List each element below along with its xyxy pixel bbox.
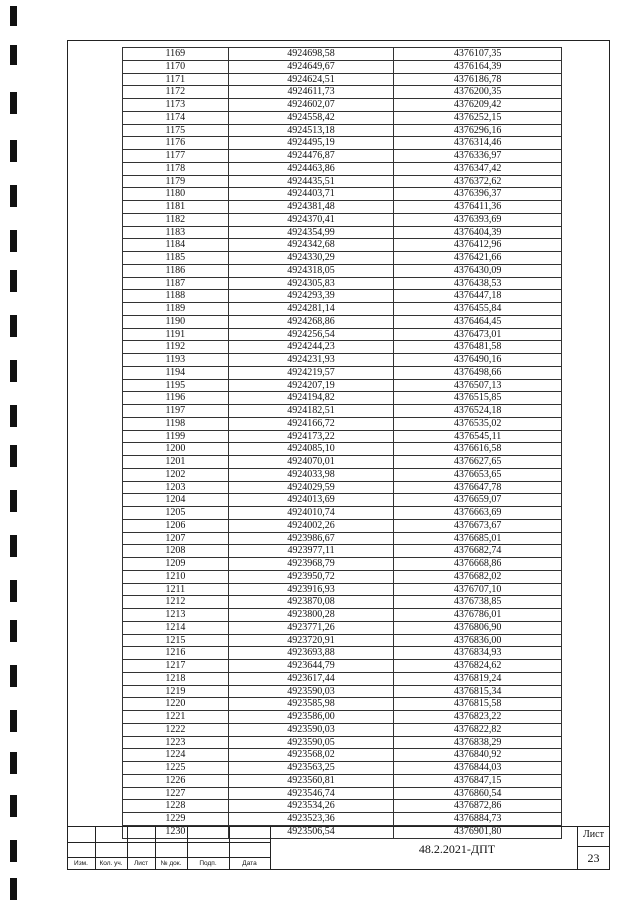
table-row <box>123 264 562 277</box>
y-coordinate-cell: 4376884,73 <box>394 813 562 826</box>
y-coordinate-cell: 4376653,65 <box>394 468 562 481</box>
point-number-cell: 1182 <box>123 213 229 226</box>
y-coordinate-cell: 4376823,22 <box>394 711 562 724</box>
y-coordinate-cell: 4376209,42 <box>394 99 562 112</box>
x-coordinate-cell: 4924293,39 <box>228 290 394 303</box>
y-coordinate-cell: 4376412,96 <box>394 239 562 252</box>
table-row <box>123 609 562 622</box>
y-coordinate-cell: 4376659,07 <box>394 494 562 507</box>
x-coordinate-cell: 4924558,42 <box>228 111 394 124</box>
table-row <box>123 456 562 469</box>
y-coordinate-cell: 4376673,67 <box>394 519 562 532</box>
point-number-cell: 1225 <box>123 762 229 775</box>
point-number-cell: 1229 <box>123 813 229 826</box>
y-coordinate-cell: 4376107,35 <box>394 48 562 61</box>
table-row <box>123 366 562 379</box>
x-coordinate-cell: 4923800,28 <box>228 609 394 622</box>
table-row <box>123 558 562 571</box>
y-coordinate-cell: 4376872,86 <box>394 800 562 813</box>
label-izm: Изм. <box>74 860 88 867</box>
x-coordinate-cell: 4924495,19 <box>228 137 394 150</box>
x-coordinate-cell: 4924649,67 <box>228 60 394 73</box>
label-kol-uch: Кол. уч. <box>99 860 123 867</box>
y-coordinate-cell: 4376838,29 <box>394 736 562 749</box>
x-coordinate-cell: 4923586,00 <box>228 711 394 724</box>
table-row <box>123 685 562 698</box>
y-coordinate-cell: 4376396,37 <box>394 188 562 201</box>
table-row <box>123 303 562 316</box>
label-signature: Подп. <box>199 860 217 867</box>
point-number-cell: 1173 <box>123 99 229 112</box>
table-row <box>123 315 562 328</box>
x-coordinate-cell: 4924244,23 <box>228 341 394 354</box>
x-coordinate-cell: 4924002,26 <box>228 519 394 532</box>
table-row <box>123 73 562 86</box>
x-coordinate-cell: 4923986,67 <box>228 532 394 545</box>
title-block <box>67 826 610 870</box>
y-coordinate-cell: 4376498,66 <box>394 366 562 379</box>
x-coordinate-cell: 4923546,74 <box>228 787 394 800</box>
y-coordinate-cell: 4376464,45 <box>394 315 562 328</box>
x-coordinate-cell: 4924070,01 <box>228 456 394 469</box>
y-coordinate-cell: 4376682,02 <box>394 570 562 583</box>
x-coordinate-cell: 4924330,29 <box>228 252 394 265</box>
x-coordinate-cell: 4923590,05 <box>228 736 394 749</box>
table-row <box>123 507 562 520</box>
table-row <box>123 698 562 711</box>
label-doc-number: № док. <box>160 860 182 867</box>
y-coordinate-cell: 4376545,11 <box>394 430 562 443</box>
coordinates-table-body <box>123 48 562 839</box>
x-coordinate-cell: 4924010,74 <box>228 507 394 520</box>
y-coordinate-cell: 4376393,69 <box>394 213 562 226</box>
table-row <box>123 175 562 188</box>
coordinates-table <box>122 47 562 839</box>
table-row <box>123 774 562 787</box>
y-coordinate-cell: 4376164,39 <box>394 60 562 73</box>
table-row <box>123 749 562 762</box>
y-coordinate-cell: 4376844,03 <box>394 762 562 775</box>
point-number-cell: 1199 <box>123 430 229 443</box>
x-coordinate-cell: 4924281,14 <box>228 303 394 316</box>
point-number-cell: 1192 <box>123 341 229 354</box>
point-number-cell: 1190 <box>123 315 229 328</box>
x-coordinate-cell: 4924182,51 <box>228 405 394 418</box>
y-coordinate-cell: 4376616,58 <box>394 443 562 456</box>
x-coordinate-cell: 4924513,18 <box>228 124 394 137</box>
y-coordinate-cell: 4376786,01 <box>394 609 562 622</box>
point-number-cell: 1195 <box>123 379 229 392</box>
x-coordinate-cell: 4924403,71 <box>228 188 394 201</box>
y-coordinate-cell: 4376455,84 <box>394 303 562 316</box>
y-coordinate-cell: 4376824,62 <box>394 660 562 673</box>
table-row <box>123 481 562 494</box>
point-number-cell: 1187 <box>123 277 229 290</box>
table-row <box>123 660 562 673</box>
table-row <box>123 137 562 150</box>
point-number-cell: 1217 <box>123 660 229 673</box>
point-number-cell: 1220 <box>123 698 229 711</box>
point-number-cell: 1215 <box>123 634 229 647</box>
point-number-cell: 1212 <box>123 596 229 609</box>
table-row <box>123 328 562 341</box>
point-number-cell: 1181 <box>123 201 229 214</box>
y-coordinate-cell: 4376473,01 <box>394 328 562 341</box>
x-coordinate-cell: 4923916,93 <box>228 583 394 596</box>
point-number-cell: 1194 <box>123 366 229 379</box>
y-coordinate-cell: 4376685,01 <box>394 532 562 545</box>
point-number-cell: 1180 <box>123 188 229 201</box>
point-number-cell: 1213 <box>123 609 229 622</box>
x-coordinate-cell: 4923617,44 <box>228 672 394 685</box>
point-number-cell: 1204 <box>123 494 229 507</box>
table-row <box>123 99 562 112</box>
y-coordinate-cell: 4376200,35 <box>394 86 562 99</box>
point-number-cell: 1185 <box>123 252 229 265</box>
x-coordinate-cell: 4924013,69 <box>228 494 394 507</box>
x-coordinate-cell: 4923870,08 <box>228 596 394 609</box>
y-coordinate-cell: 4376836,00 <box>394 634 562 647</box>
y-coordinate-cell: 4376347,42 <box>394 162 562 175</box>
table-row <box>123 341 562 354</box>
table-row <box>123 354 562 367</box>
table-row <box>123 634 562 647</box>
point-number-cell: 1200 <box>123 443 229 456</box>
table-row <box>123 417 562 430</box>
table-row <box>123 379 562 392</box>
table-row <box>123 188 562 201</box>
x-coordinate-cell: 4924342,68 <box>228 239 394 252</box>
point-number-cell: 1219 <box>123 685 229 698</box>
point-number-cell: 1230 <box>123 825 229 838</box>
table-row <box>123 213 562 226</box>
point-number-cell: 1205 <box>123 507 229 520</box>
x-coordinate-cell: 4924476,87 <box>228 150 394 163</box>
point-number-cell: 1183 <box>123 226 229 239</box>
x-coordinate-cell: 4924173,22 <box>228 430 394 443</box>
x-coordinate-cell: 4923771,26 <box>228 621 394 634</box>
table-row <box>123 48 562 61</box>
table-row <box>123 545 562 558</box>
table-row <box>123 277 562 290</box>
x-coordinate-cell: 4924085,10 <box>228 443 394 456</box>
title-block-col-line <box>270 827 271 870</box>
y-coordinate-cell: 4376507,13 <box>394 379 562 392</box>
table-row <box>123 124 562 137</box>
point-number-cell: 1171 <box>123 73 229 86</box>
point-number-cell: 1214 <box>123 621 229 634</box>
point-number-cell: 1227 <box>123 787 229 800</box>
y-coordinate-cell: 4376421,66 <box>394 252 562 265</box>
table-row <box>123 430 562 443</box>
table-row <box>123 252 562 265</box>
x-coordinate-cell: 4924207,19 <box>228 379 394 392</box>
table-row <box>123 290 562 303</box>
x-coordinate-cell: 4923560,81 <box>228 774 394 787</box>
label-date: Дата <box>242 860 257 867</box>
y-coordinate-cell: 4376815,58 <box>394 698 562 711</box>
x-coordinate-cell: 4923950,72 <box>228 570 394 583</box>
x-coordinate-cell: 4924370,41 <box>228 213 394 226</box>
table-row <box>123 494 562 507</box>
y-coordinate-cell: 4376682,74 <box>394 545 562 558</box>
x-coordinate-cell: 4923563,25 <box>228 762 394 775</box>
table-row <box>123 443 562 456</box>
x-coordinate-cell: 4924305,83 <box>228 277 394 290</box>
table-row <box>123 762 562 775</box>
y-coordinate-cell: 4376707,10 <box>394 583 562 596</box>
x-coordinate-cell: 4923534,26 <box>228 800 394 813</box>
x-coordinate-cell: 4924381,48 <box>228 201 394 214</box>
x-coordinate-cell: 4923644,79 <box>228 660 394 673</box>
table-row <box>123 162 562 175</box>
x-coordinate-cell: 4923693,88 <box>228 647 394 660</box>
x-coordinate-cell: 4923720,91 <box>228 634 394 647</box>
y-coordinate-cell: 4376447,18 <box>394 290 562 303</box>
table-row <box>123 392 562 405</box>
document-code: 48.2.2021-ДПТ <box>418 842 496 856</box>
point-number-cell: 1221 <box>123 711 229 724</box>
table-row <box>123 60 562 73</box>
point-number-cell: 1174 <box>123 111 229 124</box>
point-number-cell: 1175 <box>123 124 229 137</box>
x-coordinate-cell: 4923568,02 <box>228 749 394 762</box>
table-row <box>123 736 562 749</box>
point-number-cell: 1178 <box>123 162 229 175</box>
y-coordinate-cell: 4376490,16 <box>394 354 562 367</box>
point-number-cell: 1218 <box>123 672 229 685</box>
table-row <box>123 239 562 252</box>
x-coordinate-cell: 4924166,72 <box>228 417 394 430</box>
point-number-cell: 1226 <box>123 774 229 787</box>
table-row <box>123 111 562 124</box>
y-coordinate-cell: 4376901,80 <box>394 825 562 838</box>
table-row <box>123 570 562 583</box>
point-number-cell: 1196 <box>123 392 229 405</box>
table-row <box>123 711 562 724</box>
y-coordinate-cell: 4376819,24 <box>394 672 562 685</box>
title-block-row-line <box>67 842 270 843</box>
y-coordinate-cell: 4376668,86 <box>394 558 562 571</box>
x-coordinate-cell: 4923585,98 <box>228 698 394 711</box>
y-coordinate-cell: 4376524,18 <box>394 405 562 418</box>
table-row <box>123 596 562 609</box>
table-row <box>123 800 562 813</box>
point-number-cell: 1201 <box>123 456 229 469</box>
table-row <box>123 787 562 800</box>
point-number-cell: 1210 <box>123 570 229 583</box>
point-number-cell: 1202 <box>123 468 229 481</box>
y-coordinate-cell: 4376840,92 <box>394 749 562 762</box>
point-number-cell: 1228 <box>123 800 229 813</box>
x-coordinate-cell: 4924033,98 <box>228 468 394 481</box>
point-number-cell: 1203 <box>123 481 229 494</box>
table-row <box>123 226 562 239</box>
table-row <box>123 150 562 163</box>
x-coordinate-cell: 4924698,58 <box>228 48 394 61</box>
point-number-cell: 1222 <box>123 723 229 736</box>
table-row <box>123 532 562 545</box>
point-number-cell: 1179 <box>123 175 229 188</box>
table-row <box>123 672 562 685</box>
table-row <box>123 583 562 596</box>
y-coordinate-cell: 4376296,16 <box>394 124 562 137</box>
y-coordinate-cell: 4376336,97 <box>394 150 562 163</box>
x-coordinate-cell: 4923977,11 <box>228 545 394 558</box>
point-number-cell: 1198 <box>123 417 229 430</box>
x-coordinate-cell: 4924219,57 <box>228 366 394 379</box>
y-coordinate-cell: 4376438,53 <box>394 277 562 290</box>
x-coordinate-cell: 4924354,99 <box>228 226 394 239</box>
point-number-cell: 1186 <box>123 264 229 277</box>
point-number-cell: 1193 <box>123 354 229 367</box>
y-coordinate-cell: 4376535,02 <box>394 417 562 430</box>
point-number-cell: 1176 <box>123 137 229 150</box>
y-coordinate-cell: 4376860,54 <box>394 787 562 800</box>
y-coordinate-cell: 4376481,58 <box>394 341 562 354</box>
x-coordinate-cell: 4924624,51 <box>228 73 394 86</box>
table-row <box>123 468 562 481</box>
point-number-cell: 1177 <box>123 150 229 163</box>
point-number-cell: 1209 <box>123 558 229 571</box>
point-number-cell: 1208 <box>123 545 229 558</box>
y-coordinate-cell: 4376847,15 <box>394 774 562 787</box>
table-row <box>123 723 562 736</box>
x-coordinate-cell: 4924256,54 <box>228 328 394 341</box>
table-row <box>123 621 562 634</box>
y-coordinate-cell: 4376430,09 <box>394 264 562 277</box>
y-coordinate-cell: 4376411,36 <box>394 201 562 214</box>
y-coordinate-cell: 4376515,85 <box>394 392 562 405</box>
y-coordinate-cell: 4376815,34 <box>394 685 562 698</box>
x-coordinate-cell: 4924611,73 <box>228 86 394 99</box>
point-number-cell: 1223 <box>123 736 229 749</box>
table-row <box>123 647 562 660</box>
x-coordinate-cell: 4923523,36 <box>228 813 394 826</box>
point-number-cell: 1191 <box>123 328 229 341</box>
x-coordinate-cell: 4924463,86 <box>228 162 394 175</box>
point-number-cell: 1169 <box>123 48 229 61</box>
y-coordinate-cell: 4376404,39 <box>394 226 562 239</box>
y-coordinate-cell: 4376252,15 <box>394 111 562 124</box>
point-number-cell: 1172 <box>123 86 229 99</box>
point-number-cell: 1197 <box>123 405 229 418</box>
x-coordinate-cell: 4924318,05 <box>228 264 394 277</box>
table-row <box>123 201 562 214</box>
point-number-cell: 1224 <box>123 749 229 762</box>
point-number-cell: 1206 <box>123 519 229 532</box>
x-coordinate-cell: 4924602,07 <box>228 99 394 112</box>
point-number-cell: 1188 <box>123 290 229 303</box>
x-coordinate-cell: 4923590,03 <box>228 685 394 698</box>
x-coordinate-cell: 4923968,79 <box>228 558 394 571</box>
title-block-row-line <box>67 857 270 858</box>
point-number-cell: 1184 <box>123 239 229 252</box>
y-coordinate-cell: 4376647,78 <box>394 481 562 494</box>
x-coordinate-cell: 4924435,51 <box>228 175 394 188</box>
x-coordinate-cell: 4924268,86 <box>228 315 394 328</box>
y-coordinate-cell: 4376822,82 <box>394 723 562 736</box>
y-coordinate-cell: 4376627,65 <box>394 456 562 469</box>
point-number-cell: 1216 <box>123 647 229 660</box>
y-coordinate-cell: 4376806,90 <box>394 621 562 634</box>
y-coordinate-cell: 4376738,85 <box>394 596 562 609</box>
point-number-cell: 1170 <box>123 60 229 73</box>
table-row <box>123 405 562 418</box>
point-number-cell: 1207 <box>123 532 229 545</box>
table-row <box>123 813 562 826</box>
x-coordinate-cell: 4923506,54 <box>228 825 394 838</box>
x-coordinate-cell: 4924029,59 <box>228 481 394 494</box>
y-coordinate-cell: 4376834,93 <box>394 647 562 660</box>
point-number-cell: 1189 <box>123 303 229 316</box>
sheet-number: 23 <box>587 851 600 865</box>
y-coordinate-cell: 4376372,62 <box>394 175 562 188</box>
y-coordinate-cell: 4376314,46 <box>394 137 562 150</box>
table-row <box>123 86 562 99</box>
x-coordinate-cell: 4924231,93 <box>228 354 394 367</box>
point-number-cell: 1211 <box>123 583 229 596</box>
label-list: Лист <box>133 860 149 867</box>
y-coordinate-cell: 4376186,78 <box>394 73 562 86</box>
y-coordinate-cell: 4376663,69 <box>394 507 562 520</box>
sheet-label: Лист <box>583 829 604 840</box>
x-coordinate-cell: 4923590,03 <box>228 723 394 736</box>
table-row <box>123 519 562 532</box>
x-coordinate-cell: 4924194,82 <box>228 392 394 405</box>
